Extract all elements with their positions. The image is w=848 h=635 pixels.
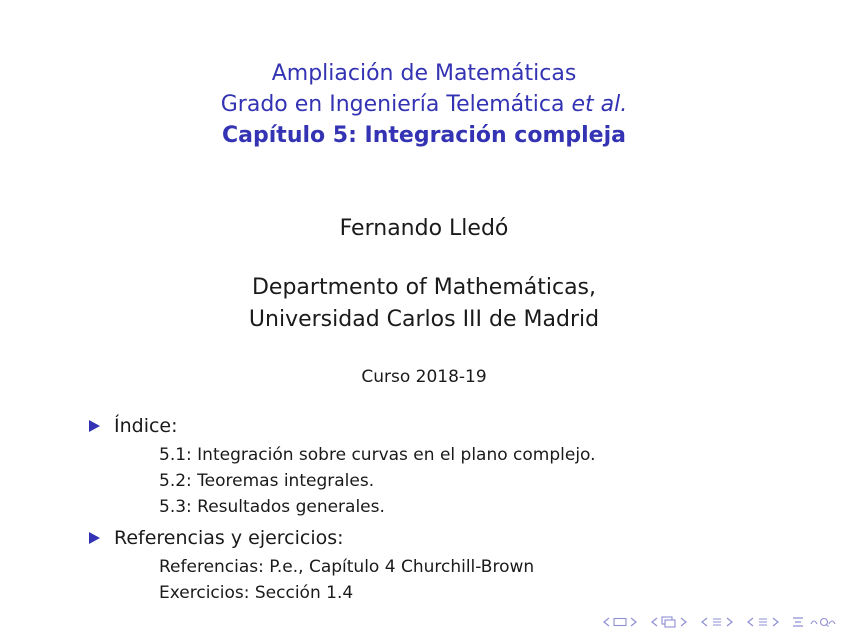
- nav-subsection-group: [650, 616, 688, 628]
- doc-left-icon[interactable]: [746, 617, 756, 627]
- doc-lines-icon: [757, 617, 769, 627]
- section-right-icon[interactable]: [724, 617, 734, 627]
- bullet-triangle-icon: [89, 532, 100, 544]
- frame-left-icon[interactable]: [602, 617, 612, 627]
- title-block: [0, 58, 848, 151]
- bullet-list: [88, 412, 828, 608]
- sublist-item: 5.2: Teoremas integrales.: [159, 471, 375, 491]
- nav-frame-group: [602, 617, 638, 627]
- chapter-title: Capítulo 5: Integración compleja: [222, 123, 626, 148]
- date: Curso 2018-19: [361, 367, 487, 387]
- section-lines-icon: [711, 617, 723, 627]
- doc-right-icon[interactable]: [770, 617, 780, 627]
- frame-box-icon: [613, 617, 627, 627]
- degree-title: [0, 89, 848, 120]
- sublist-item: 5.3: Resultados generales.: [159, 497, 385, 517]
- subsection-left-icon[interactable]: [650, 617, 660, 627]
- sublist-item: 5.1: Integración sobre curvas en el plano complejo.: [159, 445, 596, 465]
- subsection-box-icon: [661, 616, 677, 628]
- sublist-item: Referencias: P.e., Capítulo 4 Churchill-Brown: [159, 557, 535, 577]
- bullet-indice: [88, 412, 828, 440]
- search-icon[interactable]: [810, 616, 836, 628]
- institute: [0, 272, 848, 336]
- nav-section-group: [700, 617, 734, 627]
- bullet-label: Referencias y ejercicios:: [114, 527, 344, 549]
- course-title: Ampliación de Matemáticas: [271, 61, 577, 86]
- author: Fernando Lledó: [339, 216, 509, 241]
- beamer-navigation: [602, 616, 836, 628]
- bullet-triangle-icon: [89, 420, 100, 432]
- sublist-item: Exercicios: Sección 1.4: [159, 583, 354, 603]
- degree-title-et-al: et al.: [571, 92, 628, 117]
- subsection-right-icon[interactable]: [678, 617, 688, 627]
- frame-right-icon[interactable]: [628, 617, 638, 627]
- degree-title-main: Grado en Ingeniería Telemática: [220, 92, 572, 117]
- institute-department: Departmento of Mathemáticas,: [251, 275, 597, 300]
- institute-university: Universidad Carlos III de Madrid: [248, 307, 600, 332]
- bullet-referencias: [88, 524, 828, 552]
- sublist-indice: [159, 442, 828, 520]
- section-left-icon[interactable]: [700, 617, 710, 627]
- sublist-referencias: [159, 554, 828, 606]
- bullet-label: Índice:: [114, 415, 178, 437]
- align-icon[interactable]: [792, 616, 804, 628]
- nav-doc-group: [746, 617, 780, 627]
